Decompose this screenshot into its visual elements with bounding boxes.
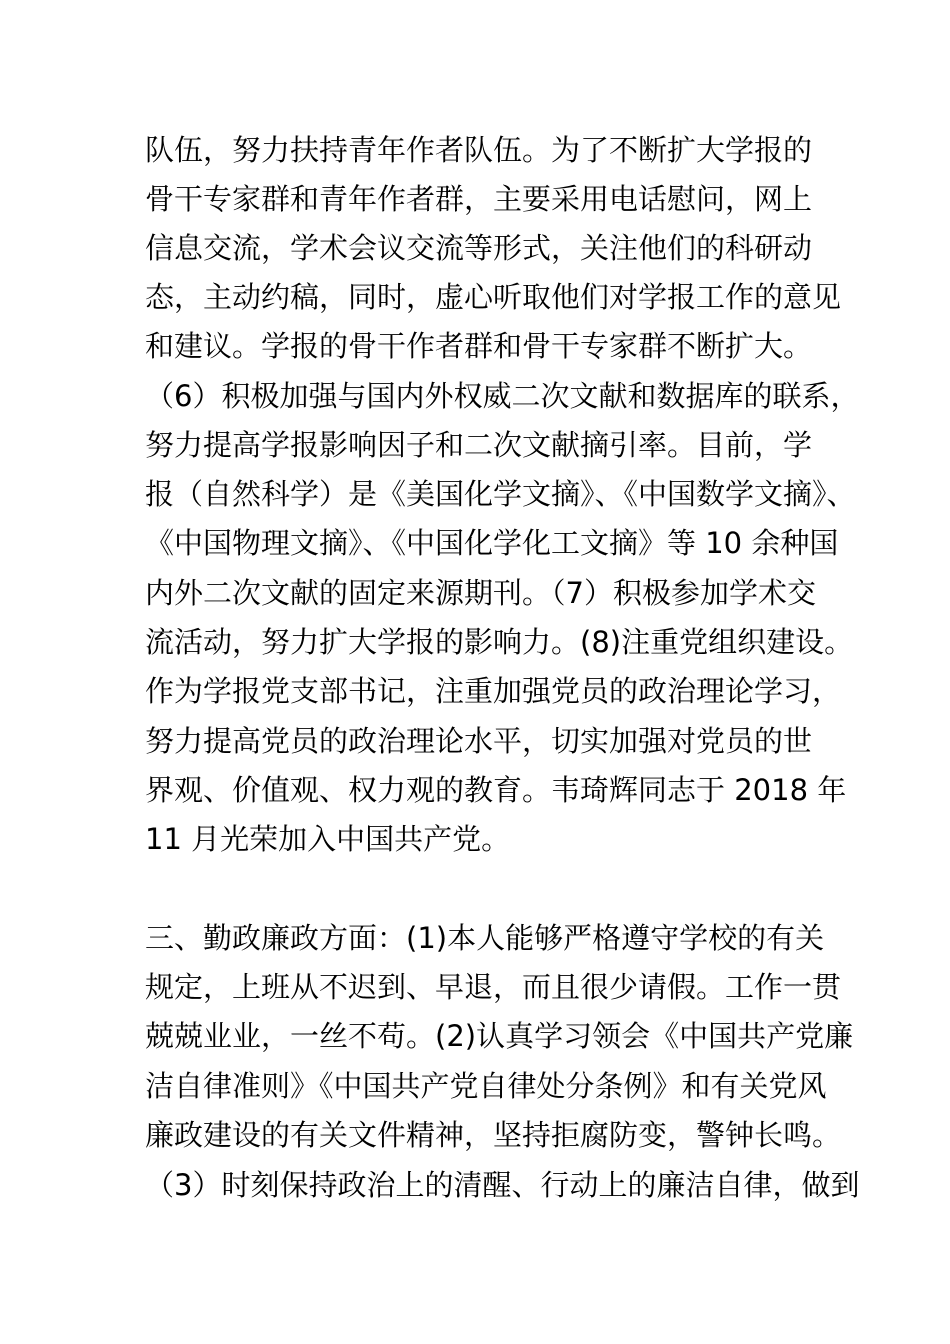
text-line: 流活动，努力扩大学报的影响力。(8)注重党组织建设。	[145, 625, 854, 659]
text-line: 11 月光荣加入中国共产党。	[145, 822, 511, 856]
text-line: 态，主动约稿，同时，虚心听取他们对学报工作的意见	[145, 280, 842, 314]
text-line: （3）时刻保持政治上的清醒、行动上的廉洁自律，做到	[145, 1168, 860, 1202]
text-line: 骨干专家群和青年作者群，主要采用电话慰问，网上	[145, 182, 813, 216]
text-line: 队伍，努力扶持青年作者队伍。为了不断扩大学报的	[145, 133, 813, 167]
text-line: 努力提高学报影响因子和二次文献摘引率。目前，学	[145, 428, 813, 462]
text-line: 和建议。学报的骨干作者群和骨干专家群不断扩大。	[145, 329, 813, 363]
text-line: 兢兢业业，一丝不苟。(2)认真学习领会《中国共产党廉	[145, 1019, 854, 1053]
text-line: （6）积极加强与国内外权威二次文献和数据库的联系，	[145, 379, 860, 413]
text-line: 洁自律准则》《中国共产党自律处分条例》和有关党风	[145, 1069, 827, 1103]
text-line: 作为学报党支部书记，注重加强党员的政治理论学习，	[145, 674, 842, 708]
text-line: 信息交流，学术会议交流等形式，关注他们的科研动	[145, 231, 813, 265]
text-line: 廉政建设的有关文件精神，坚持拒腐防变，警钟长鸣。	[145, 1118, 842, 1152]
text-line: 界观、价值观、权力观的教育。韦琦辉同志于 2018 年	[145, 773, 847, 807]
text-line: 三、勤政廉政方面：(1)本人能够严格遵守学校的有关	[145, 921, 825, 955]
text-line: 报（自然科学）是《美国化学文摘》、《中国数学文摘》、	[145, 477, 856, 511]
text-line: 努力提高党员的政治理论水平，切实加强对党员的世	[145, 724, 813, 758]
text-line: 《中国物理文摘》、《中国化学化工文摘》等 10 余种国	[145, 526, 839, 560]
text-line: 内外二次文献的固定来源期刊。（7）积极参加学术交	[145, 576, 816, 610]
text-line: 规定，上班从不迟到、早退，而且很少请假。工作一贯	[145, 970, 842, 1004]
